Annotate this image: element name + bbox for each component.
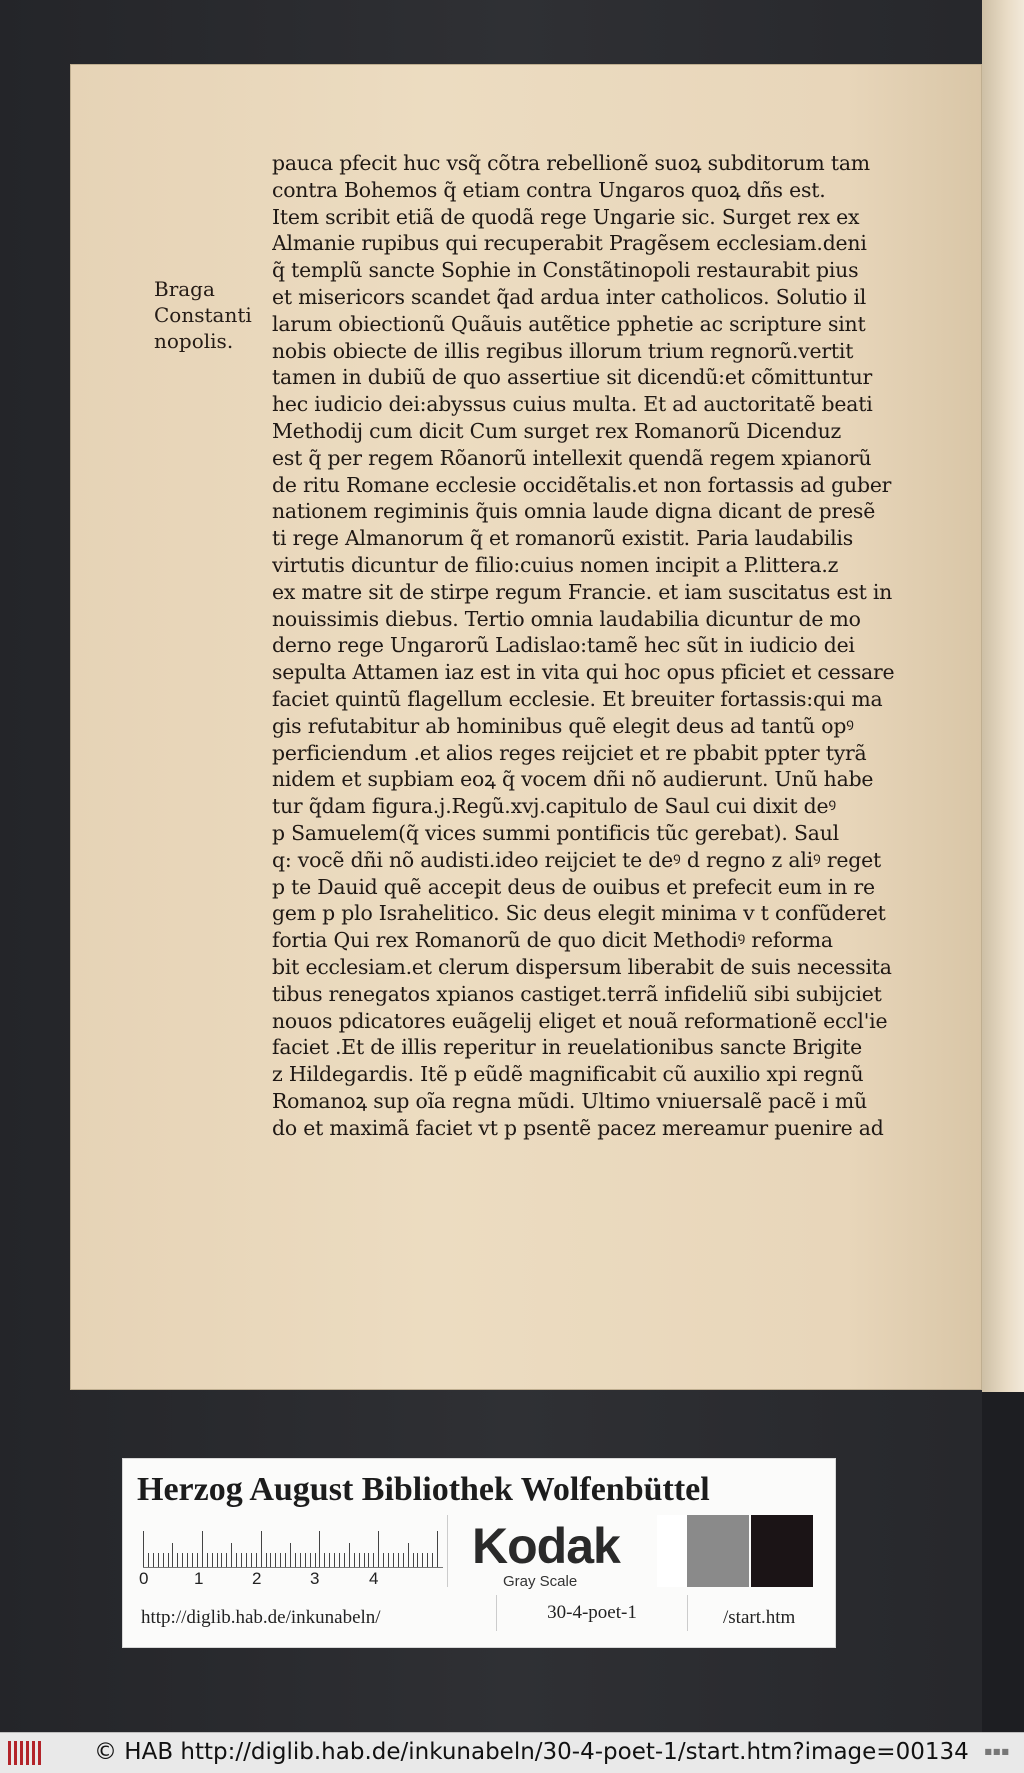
ruler-tick: [413, 1553, 414, 1567]
ruler-tick: [432, 1553, 433, 1567]
facing-page-edge: [982, 0, 1024, 1500]
viewer-footer: [0, 1732, 1024, 1773]
text-line: gem p plo Israhelitico. Sic deus elegit minima v t confũderet: [272, 901, 886, 926]
text-line: fortia Qui rex Romanorũ de quo dicit Methodiꝰ reforma: [272, 928, 833, 953]
ruler-tick: [300, 1553, 301, 1567]
ruler-tick: [231, 1543, 232, 1567]
brand-wordmark: Kodak: [472, 1518, 620, 1574]
text-line: ex matre sit de stirpe regum Francie. et iam suscitatus est in: [272, 579, 893, 604]
color-card: [122, 1458, 836, 1648]
text-line: q̃ templũ sancte Sophie in Constãtinopoli restaurabit pius: [272, 258, 859, 283]
ruler-tick: [305, 1553, 306, 1567]
text-line: gis refutabitur ab hominibus quẽ elegit deus ad tantũ opꝰ: [272, 713, 854, 738]
gray-swatch: [687, 1515, 749, 1587]
ruler-tick: [256, 1553, 257, 1567]
text-line: p te Dauid quẽ accepit deus de ouibus et prefecit eum in re: [272, 874, 875, 899]
library-title: Herzog August Bibliothek Wolfenbüttel: [137, 1471, 710, 1508]
ruler-tick: [261, 1531, 262, 1567]
text-line: tibus renegatos xpianos castiget.terrã infideliũ sibi subijciet: [272, 981, 882, 1006]
hab-logo-icon: [8, 1741, 48, 1765]
ruler-tick: [143, 1531, 144, 1567]
text-line: tamen in dubiũ de quo assertiue sit dicendũ:et cõmittuntur: [272, 365, 873, 390]
text-line: z Hildegardis. Itẽ p eũdẽ magnificabit cũ auxilio xpi regnũ: [272, 1062, 864, 1087]
text-line: derno rege Ungarorũ Ladislao:tamẽ hec sũt in iudicio dei: [272, 633, 855, 658]
ruler-tick: [373, 1553, 374, 1567]
margin-note: nopolis.: [154, 329, 234, 353]
text-line: de ritu Romane ecclesie occidẽtalis.et non fortassis ad guber: [272, 472, 892, 497]
text-line: nobis obiecte de illis regibus illorum trium regnorũ.vertit: [272, 338, 854, 363]
ruler-tick: [241, 1553, 242, 1567]
ruler-tick: [236, 1553, 237, 1567]
ruler-tick: [349, 1543, 350, 1567]
text-line: et misericors scandet q̃ad ardua inter catholicos. Solutio il: [272, 284, 867, 309]
ruler-tick: [212, 1553, 213, 1567]
ruler-label: 1: [194, 1569, 204, 1588]
text-line: q: vocẽ dñi nõ audisti.ideo reijciet te deꝰ d regno z aliꝰ reget: [272, 847, 881, 872]
ruler-tick: [290, 1543, 291, 1567]
ruler-tick: [226, 1553, 227, 1567]
ruler-label: 3: [310, 1569, 320, 1588]
ruler-tick: [266, 1553, 267, 1567]
ruler-tick: [368, 1553, 369, 1567]
margin-note: Braga: [154, 277, 215, 301]
text-line: virtutis dicuntur de filio:cuius nomen incipit a P.littera.z: [272, 552, 839, 577]
text-line: faciet .Et de illis reperitur in reuelationibus sancte Brigite: [272, 1035, 863, 1060]
ruler-tick: [408, 1543, 409, 1567]
ruler-tick: [310, 1553, 311, 1567]
text-line: larum obiectionũ Quãuis autẽtice pphetie ac scripture sint: [272, 311, 866, 336]
ruler-tick: [393, 1553, 394, 1567]
ruler-tick: [285, 1553, 286, 1567]
ruler-tick: [207, 1553, 208, 1567]
text-line: faciet quintũ flagellum ecclesie. Et breuiter fortassis:qui ma: [272, 686, 883, 711]
ruler-tick: [329, 1553, 330, 1567]
ruler-tick: [270, 1553, 271, 1567]
ruler-tick: [334, 1553, 335, 1567]
ruler-tick: [153, 1553, 154, 1567]
shelfmark: 30-4-poet-1: [496, 1595, 688, 1631]
ruler-tick: [364, 1553, 365, 1567]
text-line: nidem et supbiam eoꝝ q̃ vocem dñi nõ audierunt. Unũ habe: [272, 767, 874, 792]
ruler-tick: [388, 1553, 389, 1567]
ruler-tick: [177, 1553, 178, 1567]
text-line: ti rege Almanorum q̃ et romanorũ existit. Paria laudabilis: [272, 526, 854, 551]
ruler-tick: [427, 1553, 428, 1567]
ruler-tick: [403, 1553, 404, 1567]
margin-note: Constanti: [154, 303, 252, 327]
ruler-tick: [422, 1553, 423, 1567]
ruler-tick: [354, 1553, 355, 1567]
text-line: contra Bohemos q̃ etiam contra Ungaros quoꝝ dñs est.: [272, 177, 826, 202]
text-line: nationem regiminis q̃uis omnia laude digna dicant de presẽ: [272, 499, 876, 524]
text-line: hec iudicio dei:abyssus cuius multa. Et ad auctoritatẽ beati: [272, 392, 873, 417]
ruler-tick: [417, 1553, 418, 1567]
ruler: [143, 1527, 443, 1568]
text-line: sepulta Attamen iaz est in vita qui hoc opus pficiet et cessare: [272, 660, 895, 685]
ruler-tick: [168, 1553, 169, 1567]
ruler-tick: [319, 1531, 320, 1567]
ruler-tick: [246, 1553, 247, 1567]
ruler-tick: [221, 1553, 222, 1567]
ruler-tick: [437, 1531, 438, 1567]
text-line: bit ecclesiam.et clerum dispersum liberabit de suis necessita: [272, 954, 892, 979]
ruler-tick: [315, 1553, 316, 1567]
ruler-tick: [324, 1553, 325, 1567]
text-line: p Samuelem(q̃ vices summi pontificis tũc gerebat). Saul: [272, 820, 839, 845]
ruler-tick: [398, 1553, 399, 1567]
ruler-tick: [275, 1553, 276, 1567]
ruler-tick: [344, 1553, 345, 1567]
text-line: Romanoꝝ sup oĩa regna mũdi. Ultimo vniuersalẽ pacẽ i mũ: [272, 1088, 867, 1113]
text-line: tur q̃dam figura.j.Regũ.xvj.capitulo de Saul cui dixit deꝰ: [272, 794, 836, 819]
ruler-tick: [251, 1553, 252, 1567]
ruler-tick: [192, 1553, 193, 1567]
ruler-tick: [148, 1553, 149, 1567]
text-line: Item scribit etiã de quodã rege Ungarie sic. Surget rex ex: [272, 204, 860, 229]
ruler-tick: [197, 1553, 198, 1567]
ruler-tick: [295, 1553, 296, 1567]
ruler-tick: [280, 1553, 281, 1567]
text-line: do et maximã faciet vt p psentẽ pacez mereamur puenire ad: [272, 1115, 884, 1140]
text-line: pauca pfecit huc vsq̃ cõtra rebellionẽ suoꝝ subditorum tam: [272, 151, 870, 175]
margin-notes: [154, 276, 252, 354]
permalink[interactable]: © HAB http://diglib.hab.de/inkunabeln/30-4-poet-1/start.htm?image=00134: [94, 1739, 969, 1765]
url-suffix: /start.htm: [723, 1607, 796, 1628]
ruler-tick: [163, 1553, 164, 1567]
ruler-tick: [359, 1553, 360, 1567]
ruler-tick: [383, 1553, 384, 1567]
text-line: est q̃ per regem Rõanorũ intellexit quendã regem xpianorũ: [272, 445, 872, 470]
ruler-tick: [217, 1553, 218, 1567]
ruler-tick: [158, 1553, 159, 1567]
ruler-tick: [172, 1543, 173, 1567]
ruler-label: 4: [369, 1569, 379, 1588]
menu-dots-icon[interactable]: ■■■: [984, 1747, 1010, 1756]
ruler-tick: [202, 1531, 203, 1567]
body-text: [272, 150, 902, 1141]
gray-scale-label: Gray Scale: [503, 1573, 578, 1590]
kodak-logo: [447, 1515, 658, 1590]
ruler-tick: [182, 1553, 183, 1567]
ruler-label: 0: [139, 1569, 149, 1588]
text-line: Methodij cum dicit Cum surget rex Romanorũ Dicenduz: [272, 418, 842, 443]
url-prefix: http://diglib.hab.de/inkunabeln/: [141, 1607, 381, 1628]
ruler-tick: [378, 1531, 379, 1567]
ruler-tick: [187, 1553, 188, 1567]
ruler-label: 2: [252, 1569, 262, 1588]
black-swatch: [751, 1515, 813, 1587]
facing-page-shadow: [982, 1392, 1024, 1732]
ruler-tick: [339, 1553, 340, 1567]
text-line: Almanie rupibus qui recuperabit Pragẽsem ecclesiam.deni: [272, 231, 867, 256]
text-line: nouos pdicatores euãgelij eliget et nouã reformationẽ eccl'ie: [272, 1008, 888, 1033]
text-line: perficiendum .et alios reges reijciet et re pbabit ppter tyrã: [272, 740, 867, 765]
text-line: nouissimis diebus. Tertio omnia laudabilia dicuntur de mo: [272, 606, 861, 631]
